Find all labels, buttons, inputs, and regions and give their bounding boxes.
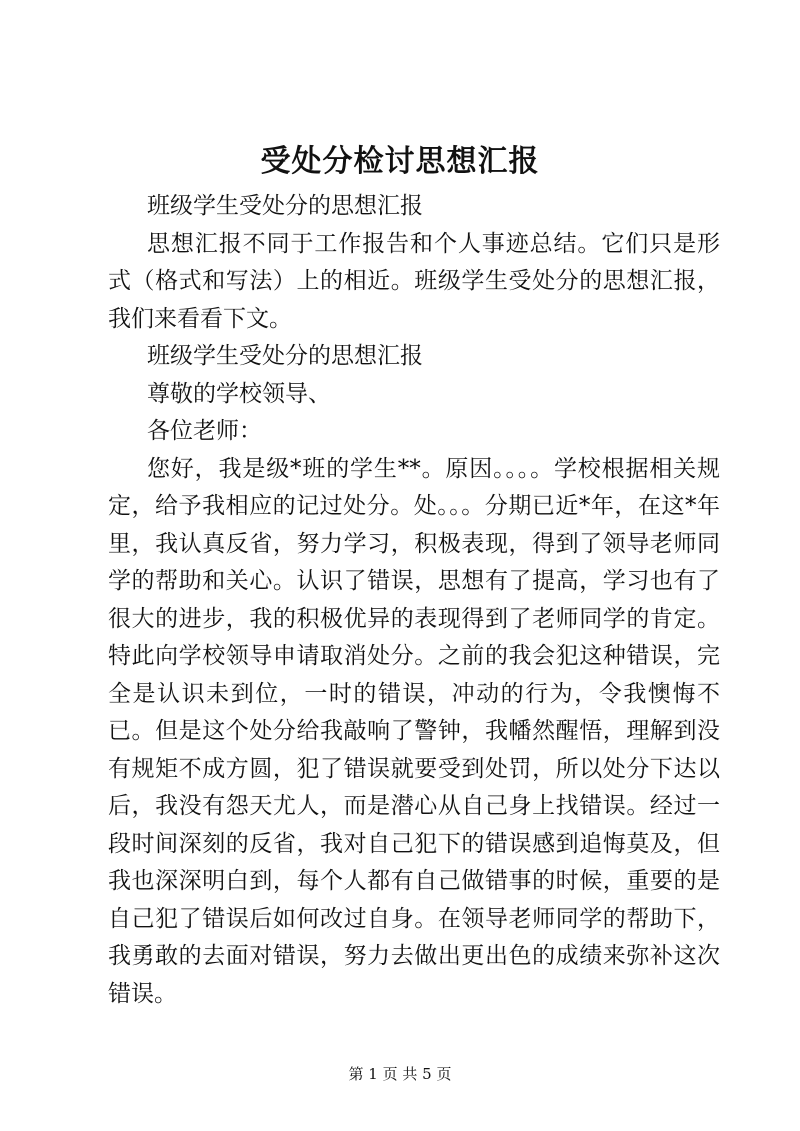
paragraph-main-body: 您好，我是级*班的学生**。原因。。。。学校根据相关规定，给予我相应的记过处分。处。。。分期已近*年，在这*年里，我认真反省，努力学习，积极表现，得到了领导老师同学的帮助和关心。认识了错误，思想有了提高，学习也有了很大的进步，我的积极优异的表现得到了老师同学的肯定。特此向学校领导申请取消处分。之前的我会犯这种错误，完全是认识未到位，一时的错误，冲动的行为，令我懊悔不已。但是这个处分给我敲响了警钟，我幡然醒悟，理解到没有规矩不成方圆，犯了错误就要受到处罚，所以处分下达以后，我没有怨天尤人，而是潜心从自己身上找错误。经过一段时间深刻的反省，我对自己犯下的错误感到追悔莫及，但我也深深明白到，每个人都有自己做错事的时候，重要的是自己犯了错误后如何改过自身。在领导老师同学的帮助下，我勇敢的去面对错误，努力去做出更出色的成绩来弥补这次错误。 <box>108 455 720 1007</box>
page-footer: 第 1 页 共 5 页 <box>348 1065 452 1083</box>
paragraph-class-report-heading: 班级学生受处分的思想汇报 <box>147 193 423 219</box>
paragraph-report-heading: 班级学生受处分的思想汇报 <box>147 343 423 369</box>
document-body <box>108 188 720 1013</box>
document-title: 受处分检讨思想汇报 <box>260 144 540 179</box>
paragraph-salutation-teachers: 各位老师： <box>147 418 262 444</box>
paragraph-intro: 思想汇报不同于工作报告和个人事迹总结。它们只是形式（格式和写法）上的相近。班级学生受处分的思想汇报，我们来看看下文。 <box>108 230 720 332</box>
paragraph-salutation-leaders: 尊敬的学校领导、 <box>147 380 331 407</box>
